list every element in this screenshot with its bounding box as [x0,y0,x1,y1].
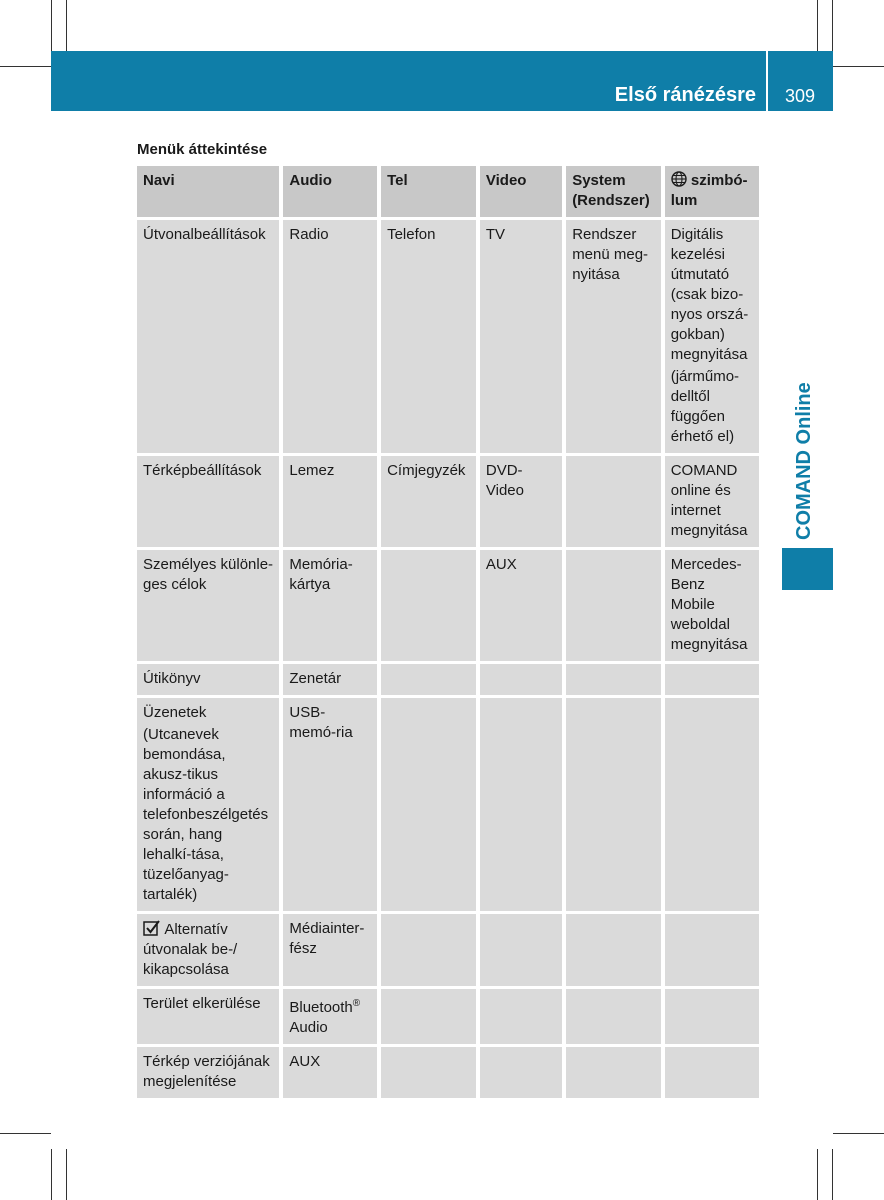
cell-system [566,1047,661,1098]
cell-tel: Telefon [381,220,476,453]
crop-mark [51,0,52,51]
cell-symbol: COMAND online és internet megnyitása [665,456,759,547]
column-header-video: Video [480,166,562,217]
menu-overview-table [133,163,763,1101]
cell-navi [137,698,279,911]
cell-video [480,1047,562,1098]
navi-note: (Utcanevek bemondása, akusz-tikus információ a telefonbeszélgetés során, hang lehalkí-tása, tüzelőanyag-tartalék) [143,726,269,903]
column-header-audio: Audio [283,166,377,217]
column-header-symbol [665,166,759,217]
audio-text-2: Audio [289,1019,328,1036]
cell-navi: Terület elkerülése [137,989,279,1044]
cell-video [480,664,562,695]
cell-audio: Médiainter-fész [283,914,377,986]
table-row [137,698,759,911]
cell-video [480,698,562,911]
cell-symbol: Mercedes-Benz Mobile weboldal megnyitása [665,550,759,661]
cell-symbol [665,698,759,911]
cell-system [566,550,661,661]
crop-mark [66,1149,67,1200]
cell-tel [381,1047,476,1098]
navi-text: Üzenetek [143,704,207,721]
cell-navi [137,914,279,986]
crop-mark [0,66,51,67]
side-tab-marker [782,548,833,590]
table-row [137,456,759,547]
crop-mark [817,0,818,51]
crop-mark [0,1133,51,1134]
crop-mark [817,1149,818,1200]
navi-text: Alternatív útvonalak be-/ kikapcsolása [143,921,238,978]
cell-system [566,698,661,911]
crop-mark [833,1133,884,1134]
crop-mark [832,1149,833,1200]
table-row [137,1047,759,1098]
cell-audio: Memória-kártya [283,550,377,661]
symbol-text: Digitális kezelési útmutató (csak bizo-nyos orszá-gokban) megnyitása [670,226,749,363]
crop-mark [66,0,67,51]
cell-tel [381,698,476,911]
cell-video [480,989,562,1044]
cell-symbol [665,914,759,986]
crop-mark [51,1149,52,1200]
cell-tel [381,664,476,695]
cell-video [480,914,562,986]
cell-tel [381,989,476,1044]
cell-audio: AUX [283,1047,377,1098]
cell-tel [381,550,476,661]
table-row [137,220,759,453]
crop-mark [833,66,884,67]
system-label-sub: (Rendszer) [572,192,650,209]
cell-system [566,456,661,547]
cell-system [566,914,661,986]
cell-navi: Útikönyv [137,664,279,695]
cell-video: TV [480,220,562,453]
cell-audio: Radio [283,220,377,453]
cell-symbol [665,1047,759,1098]
cell-audio: USB-memó-ria [283,698,377,911]
column-header-tel: Tel [381,166,476,217]
symbol-label-sub: lum [670,192,698,209]
cell-system [566,664,661,695]
cell-symbol [665,989,759,1044]
registered-mark: ® [352,998,361,1009]
header-title: Első ránézésre [614,84,756,106]
symbol-note: (járműmo-delltől függően érhető el) [670,368,740,445]
table-row [137,664,759,695]
table-row [137,914,759,986]
section-heading: Menük áttekintése [137,141,268,158]
table-row [137,550,759,661]
table-row [137,989,759,1044]
cell-navi: Térképbeállítások [137,456,279,547]
side-tab-label: COMAND Online [793,382,815,540]
cell-tel [381,914,476,986]
cell-symbol [665,220,759,453]
column-header-navi: Navi [137,166,279,217]
cell-symbol [665,664,759,695]
cell-audio: Lemez [283,456,377,547]
checkbox-checked-icon [143,921,161,938]
page-number: 309 [784,86,816,106]
column-header-system [566,166,661,217]
cell-audio: Zenetár [283,664,377,695]
cell-navi: Térkép verziójának megjelenítése [137,1047,279,1098]
globe-icon [671,172,687,189]
symbol-label: szimbó- [690,172,748,189]
system-label: System [572,172,626,189]
cell-video: DVD-Video [480,456,562,547]
cell-tel: Címjegyzék [381,456,476,547]
cell-navi: Személyes különle-ges célok [137,550,279,661]
cell-navi: Útvonalbeállítások [137,220,279,453]
cell-video: AUX [480,550,562,661]
cell-system [566,989,661,1044]
cell-audio [283,989,377,1044]
cell-system: Rendszer menü meg-nyitása [566,220,661,453]
crop-mark [832,0,833,51]
audio-text: Bluetooth [289,999,353,1016]
table-header-row [137,166,759,217]
